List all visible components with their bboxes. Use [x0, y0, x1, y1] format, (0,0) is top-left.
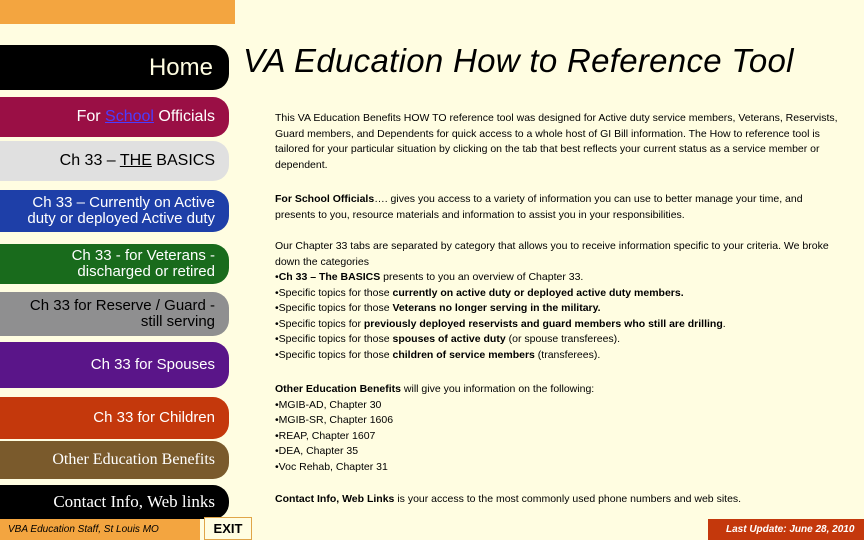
list-item: •Specific topics for those spouses of active duty (or spouse transferees). — [275, 333, 621, 345]
tab-ch33-active-duty-label: Ch 33 – Currently on Active duty or deployed Active duty — [27, 194, 215, 227]
tab-home[interactable] — [0, 45, 229, 90]
tab-school-officials[interactable] — [0, 97, 229, 137]
contact-paragraph: Contact Info, Web Links is your access to the most commonly used phone numbers and web sites. — [275, 493, 742, 505]
tab-ch33-veterans-label: Ch 33 - for Veterans - discharged or retired — [71, 247, 215, 280]
tab-ch33-reserve-guard-label: Ch 33 for Reserve / Guard - still serving — [29, 297, 215, 330]
top-accent-bar — [0, 0, 235, 24]
other-benefits-paragraph: Other Education Benefits will give you information on the following: •MGIB-AD, Chapter 30 •MGIB-SR, Chapter 1606 •REAP, Chapter 1607 •DEA, Chapter 35 •Voc Rehab, Chapter 31 — [263, 382, 841, 475]
list-item: •MGIB-AD, Chapter 30 — [275, 398, 382, 411]
school-officials-paragraph: For School Officials…. gives you access to a variety of information you can use to better manage your time, and presents to you, resource materials and information to assist you in your responsibilities. — [275, 193, 803, 221]
tab-ch33-veterans[interactable] — [0, 244, 229, 284]
tab-ch33-reserve-guard[interactable] — [0, 292, 229, 336]
list-item: •Specific topics for those children of service members (transferees). — [275, 348, 601, 361]
tab-ch33-children[interactable] — [0, 397, 229, 439]
list-item: •Specific topics for previously deployed reservists and guard members who still are drilling. — [275, 317, 726, 330]
list-item: •Specific topics for those currently on active duty or deployed active duty members. — [275, 286, 684, 299]
tab-ch33-children-label: Ch 33 for Children — [93, 409, 215, 426]
tab-ch33-basics[interactable] — [0, 141, 229, 181]
tab-contact-info[interactable] — [0, 485, 229, 519]
ch33-paragraph: Our Chapter 33 tabs are separated by category that allows you to receive information specific to your criteria. We broke down the categories •Ch 33 – The BASICS presents to you an overview of Chapter 33. •Specific topics for those currently on active duty or deployed active duty members. •Specific topics for those Veterans no longer serving in the military. •Specific topics for previously deployed reservists and guard members who still are drilling. •Specific topics for those spouses of active duty (or spouse transferees). •Specific topics for those children of service members (transferees). — [263, 239, 841, 363]
list-item: •DEA, Chapter 35 — [275, 445, 359, 457]
school-link[interactable]: School — [105, 108, 154, 125]
tab-ch33-active-duty[interactable] — [0, 190, 229, 232]
tab-ch33-spouses[interactable] — [0, 342, 229, 388]
list-item: •MGIB-SR, Chapter 1606 — [275, 414, 394, 426]
tab-school-officials-label: For School Officials — [76, 108, 215, 125]
list-item: •Ch 33 – The BASICS presents to you an overview of Chapter 33. — [275, 271, 584, 283]
tab-ch33-spouses-label: Ch 33 for Spouses — [90, 356, 215, 373]
footer-staff: VBA Education Staff, St Louis MO — [0, 519, 200, 540]
tab-other-education-benefits-label: Other Education Benefits — [52, 451, 215, 468]
tab-other-education-benefits[interactable] — [0, 441, 229, 479]
intro-paragraph: This VA Education Benefits HOW TO reference tool was designed for Active duty service members, Veterans, Reservists, Guard members, and Dependents for quick access to a whole host of GI Bill information. The How to reference tool is tailored for your particular situation by clicking on the tab that best reflects your current status as a service member or dependent. — [275, 112, 838, 171]
page-title: VA Education How to Reference Tool — [243, 42, 794, 79]
list-item: •Specific topics for those Veterans no longer serving in the military. — [275, 302, 601, 314]
exit-button[interactable]: EXIT — [204, 517, 252, 540]
tab-home-label: Home — [148, 53, 213, 81]
list-item: •Voc Rehab, Chapter 31 — [275, 460, 388, 473]
the-link[interactable]: THE — [119, 152, 152, 169]
footer-last-update: Last Update: June 28, 2010 — [708, 519, 864, 540]
tab-contact-info-label: Contact Info, Web links — [53, 492, 215, 511]
list-item: •REAP, Chapter 1607 — [275, 429, 376, 442]
tab-ch33-basics-label: Ch 33 – THE BASICS — [59, 152, 215, 169]
